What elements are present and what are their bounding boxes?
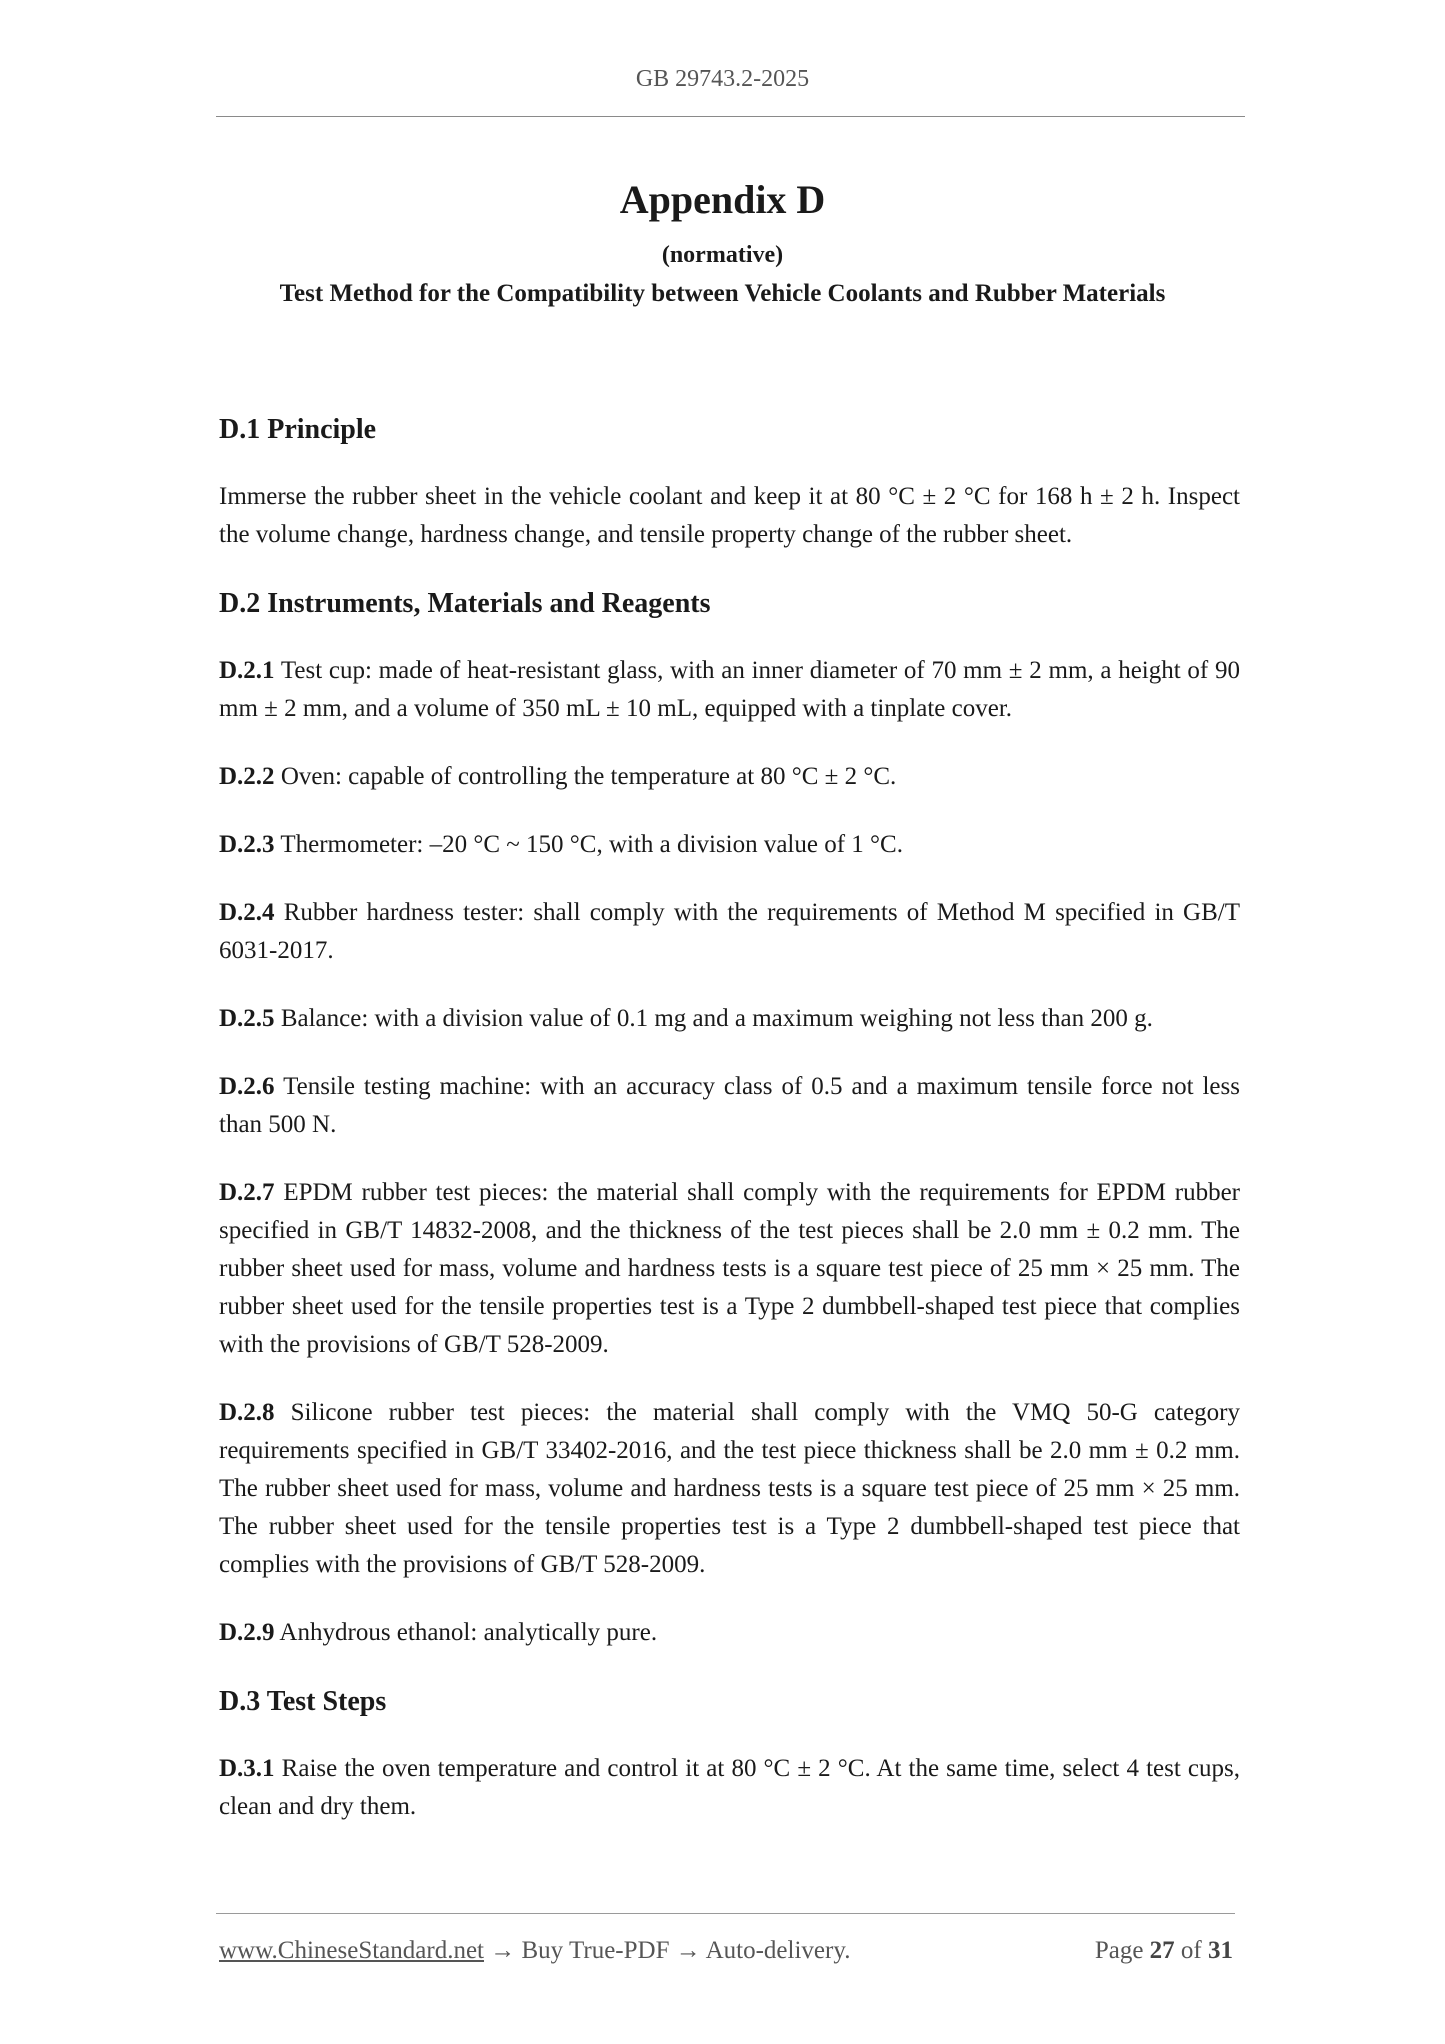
footer-divider <box>216 1913 1235 1914</box>
clause-number: D.2.9 <box>219 1619 275 1646</box>
appendix-name: Test Method for the Compatibility between Vehicle Coolants and Rubber Materials <box>279 280 1166 307</box>
clause-number: D.2.6 <box>219 1073 275 1100</box>
section-heading-d3: D.3 Test Steps <box>219 1686 387 1717</box>
clause-number: D.3.1 <box>219 1755 275 1782</box>
clause-number: D.2.5 <box>219 1005 275 1032</box>
clause-d2-3 <box>219 826 1240 864</box>
clause-number: D.2.1 <box>219 657 275 684</box>
clause-number: D.2.7 <box>219 1179 275 1206</box>
clause-text: Test cup: made of heat-resistant glass, with an inner diameter of 70 mm ± 2 mm, a height of 90 mm ± 2 mm, and a volume of 350 mL ± 10 mL, equipped with a tinplate cover. <box>219 657 1240 722</box>
appendix-subtitle: (normative) <box>661 242 784 268</box>
header-divider <box>216 116 1245 117</box>
current-page: 27 <box>1149 1937 1175 1964</box>
clause-text: Balance: with a division value of 0.1 mg and a maximum weighing not less than 200 g. <box>274 1005 1153 1032</box>
paragraph-d1: Immerse the rubber sheet in the vehicle coolant and keep it at 80 °C ± 2 °C for 168 h ± 2 h. Inspect the volume change, hardness change, and tensile property change of the rubber sheet. <box>219 483 1240 548</box>
clause-d2-5 <box>219 1000 1240 1038</box>
clause-d2-1 <box>219 652 1240 728</box>
clause-d2-7 <box>219 1174 1240 1364</box>
clause-d2-8 <box>219 1394 1240 1584</box>
page-number <box>1095 1937 1233 1965</box>
clause-text: Raise the oven temperature and control it at 80 °C ± 2 °C. At the same time, select 4 test cups, clean and dry them. <box>219 1755 1240 1820</box>
clause-text: EPDM rubber test pieces: the material shall comply with the requirements for EPDM rubber specified in GB/T 14832-2008, and the thickness of the test pieces shall be 2.0 mm ± 0.2 mm. The rubber sheet used for mass, volume and hardness tests is a square test piece of 25 mm × 25 mm. The rubber sheet used for the tensile properties test is a Type 2 dumbbell-shaped test piece that complies with the provisions of GB/T 528-2009. <box>219 1179 1240 1358</box>
buy-text: Buy True-PDF <box>521 1937 670 1964</box>
footer-promo <box>219 1937 850 1965</box>
clause-text: Oven: capable of controlling the temperature at 80 °C ± 2 °C. <box>274 763 897 790</box>
clause-d2-2 <box>219 758 1240 796</box>
main-content <box>219 410 1240 1856</box>
page-label: Page <box>1094 1937 1144 1964</box>
clause-text: Thermometer: –20 °C ~ 150 °C, with a division value of 1 °C. <box>274 831 903 858</box>
clause-d2-9 <box>219 1614 1240 1652</box>
arrow-icon: → <box>484 1937 522 1964</box>
clause-number: D.2.8 <box>219 1399 275 1426</box>
standard-code-header: GB 29743.2-2025 <box>635 66 810 92</box>
clause-d2-6 <box>219 1068 1240 1144</box>
clause-number: D.2.4 <box>219 899 275 926</box>
clause-number: D.2.3 <box>219 831 275 858</box>
clause-d2-4 <box>219 894 1240 970</box>
clause-text: Rubber hardness tester: shall comply with the requirements of Method M specified in GB/T 6031-2017. <box>219 899 1240 964</box>
section-heading-d1: D.1 Principle <box>219 414 377 445</box>
appendix-title: Appendix D <box>619 177 826 222</box>
clause-number: D.2.2 <box>219 763 275 790</box>
clause-d3-1 <box>219 1750 1240 1826</box>
clause-text: Tensile testing machine: with an accuracy class of 0.5 and a maximum tensile force not less than 500 N. <box>219 1073 1240 1138</box>
total-pages: 31 <box>1208 1937 1233 1964</box>
clause-text: Anhydrous ethanol: analytically pure. <box>274 1619 658 1646</box>
arrow-icon: → <box>669 1937 706 1964</box>
section-heading-d2: D.2 Instruments, Materials and Reagents <box>219 588 711 619</box>
page-of-label: of <box>1180 1937 1202 1964</box>
clause-text: Silicone rubber test pieces: the material shall comply with the VMQ 50-G category requirements specified in GB/T 33402-2016, and the test piece thickness shall be 2.0 mm ± 0.2 mm. The rubber sheet used for mass, volume and hardness tests is a square test piece of 25 mm × 25 mm. The rubber sheet used for the tensile properties test is a Type 2 dumbbell-shaped test piece that complies with the provisions of GB/T 528-2009. <box>219 1399 1240 1578</box>
delivery-text: Auto-delivery. <box>705 1937 851 1964</box>
site-link[interactable]: www.ChineseStandard.net <box>219 1937 484 1964</box>
